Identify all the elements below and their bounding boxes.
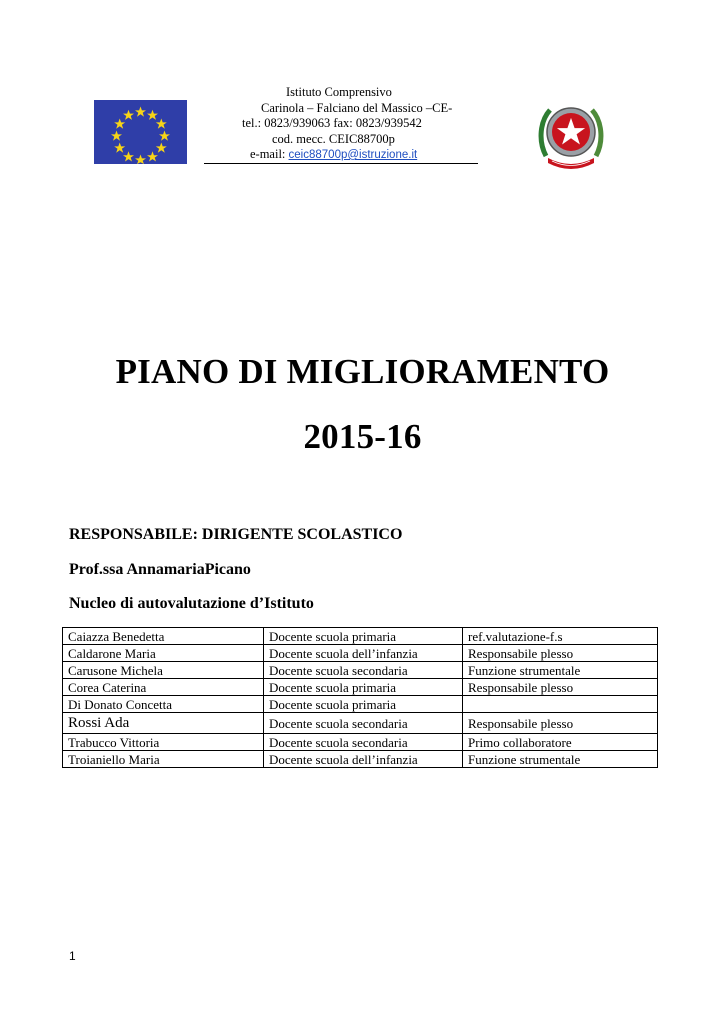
dirigente-name: Prof.ssa AnnamariaPicano [69,561,251,578]
email-link[interactable]: ceic88700p@istruzione.it [288,149,418,161]
member-function: Responsabile plesso [463,679,658,696]
member-name: Caiazza Benedetta [63,628,264,645]
table-row [63,628,658,645]
document-year: 2015-16 [303,417,422,456]
member-name: Trabucco Vittoria [63,734,264,751]
responsabile-heading: RESPONSABILE: DIRIGENTE SCOLASTICO [69,526,403,543]
member-name: Di Donato Concetta [63,696,264,713]
nucleo-heading: Nucleo di autovalutazione d’Istituto [69,595,314,612]
member-role: Docente scuola primaria [264,628,463,645]
member-function: ref.valutazione-f.s [463,628,658,645]
table-row [63,751,658,768]
table-row [63,713,658,734]
school-email-line [250,147,417,164]
school-type: Istituto Comprensivo [286,85,392,99]
member-role: Docente scuola primaria [264,696,463,713]
school-code: cod. mecc. CEIC88700p [272,131,395,146]
header-divider [204,163,478,164]
member-role: Docente scuola secondaria [264,713,463,734]
nucleo-table [62,627,658,768]
member-role: Docente scuola dell’infanzia [264,751,463,768]
member-function: Responsabile plesso [463,713,658,734]
school-location: Carinola – Falciano del Massico –CE- [261,100,453,115]
member-role: Docente scuola secondaria [264,734,463,751]
member-function: Primo collaboratore [463,734,658,751]
member-name: Caldarone Maria [63,645,264,662]
member-name: Troianiello Maria [63,751,264,768]
member-function: Funzione strumentale [463,751,658,768]
member-role: Docente scuola primaria [264,679,463,696]
italian-republic-emblem-icon [536,96,606,172]
email-label: e-mail: [250,147,289,161]
member-function [463,696,658,713]
table-row [63,734,658,751]
document-title: PIANO DI MIGLIORAMENTO [115,352,610,391]
member-role: Docente scuola dell’infanzia [264,645,463,662]
member-role: Docente scuola secondaria [264,662,463,679]
table-row [63,645,658,662]
member-name: Carusone Michela [63,662,264,679]
eu-flag-icon [94,100,187,164]
member-name: Rossi Ada [63,713,264,734]
table-row [63,679,658,696]
member-function: Funzione strumentale [463,662,658,679]
school-phone-fax: tel.: 0823/939063 fax: 0823/939542 [242,116,422,130]
member-name: Corea Caterina [63,679,264,696]
page-number: 1 [69,949,76,963]
table-row [63,696,658,713]
member-function: Responsabile plesso [463,645,658,662]
table-row [63,662,658,679]
